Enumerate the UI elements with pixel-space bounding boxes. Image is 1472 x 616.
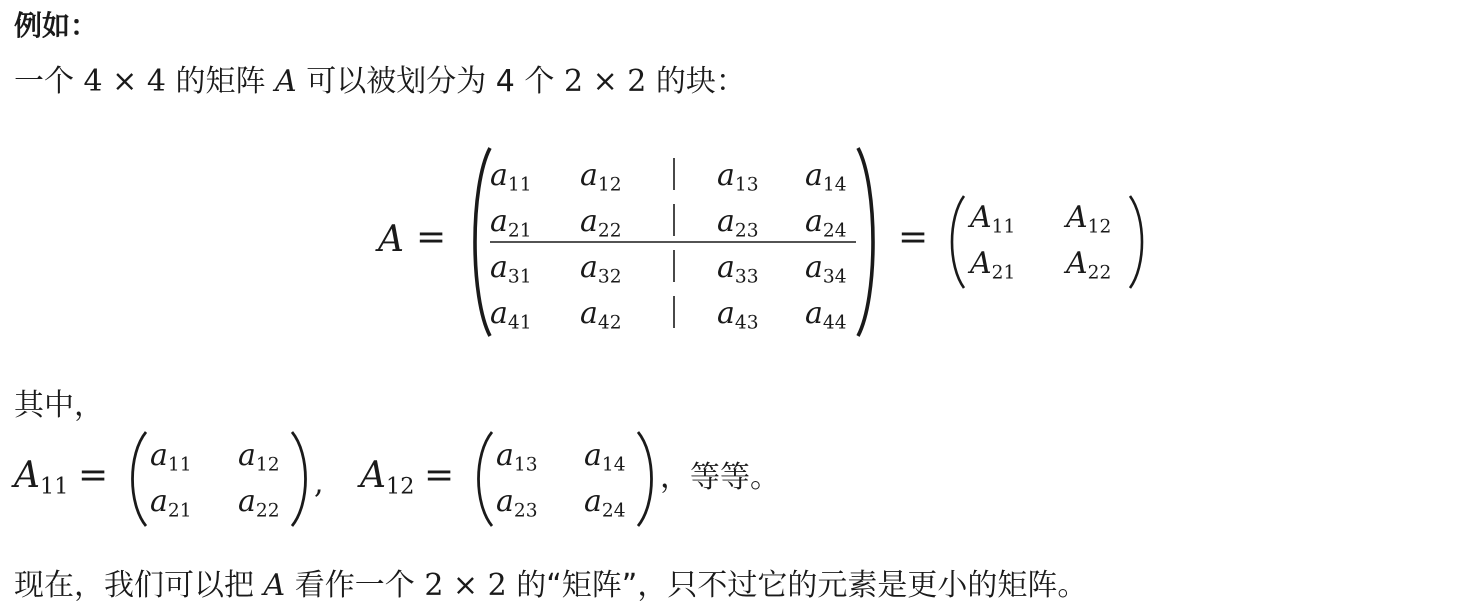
m2-a13: $a_{13}$: [496, 438, 538, 476]
m1-a22: $a_{22}$: [238, 484, 280, 522]
cell-a42: $a_{42}$: [580, 296, 622, 334]
m2-a24: $a_{24}$: [584, 484, 626, 522]
main-equals-1: =: [416, 217, 447, 258]
main-lhs: A: [378, 219, 404, 260]
cell-a33: $a_{33}$: [717, 250, 759, 288]
where-text: 其中，: [14, 388, 104, 423]
cell-a14: $a_{14}$: [805, 158, 847, 196]
m1-right-paren: [286, 430, 312, 528]
main-equals-2: =: [898, 217, 929, 258]
intro-dim-1: 4 × 4: [83, 64, 166, 99]
block-A11: $A_{11}$: [970, 200, 1016, 238]
cell-a43: $a_{43}$: [717, 296, 759, 334]
intro-var: A: [275, 64, 297, 99]
m2-right-paren: [632, 430, 658, 528]
cell-a32: $a_{32}$: [580, 250, 622, 288]
block-left-paren: [946, 194, 970, 290]
block-right-paren: [1124, 194, 1148, 290]
partition-lines: [488, 150, 860, 340]
m2-left-paren: [472, 430, 498, 528]
m2-a23: $a_{23}$: [496, 484, 538, 522]
intro-text-1: 一个: [14, 64, 74, 99]
intro-text-2: 的矩阵: [175, 64, 266, 99]
second-equals-1: =: [78, 455, 109, 496]
final-dim: 2 × 2: [424, 568, 507, 603]
m1-a11: $a_{11}$: [150, 438, 192, 476]
block-A21: $A_{21}$: [970, 246, 1016, 284]
cell-a34: $a_{34}$: [805, 250, 847, 288]
final-text-3: 的“矩阵”，只不过它的元素是更小的矩阵。: [516, 568, 1088, 603]
cell-a21: $a_{21}$: [490, 204, 532, 242]
m1-a21: $a_{21}$: [150, 484, 192, 522]
second-equals-2: =: [424, 455, 455, 496]
tail-text: ，等等。: [660, 460, 780, 495]
block-A12: $A_{12}$: [1066, 200, 1112, 238]
block-A22: $A_{22}$: [1066, 246, 1112, 284]
lhs-A12: $A_{12}$: [360, 455, 415, 500]
cell-a12: $a_{12}$: [580, 158, 622, 196]
intro-text-3: 可以被划分为 4 个: [306, 64, 555, 99]
cell-a44: $a_{44}$: [805, 296, 847, 334]
cell-a31: $a_{31}$: [490, 250, 532, 288]
m2-a14: $a_{14}$: [584, 438, 626, 476]
final-text-2: 看作一个: [294, 568, 415, 603]
cell-a23: $a_{23}$: [717, 204, 759, 242]
intro-line: [14, 62, 746, 102]
lhs-A11: $A_{11}$: [14, 455, 69, 500]
cell-a11: $a_{11}$: [490, 158, 532, 196]
cell-a13: $a_{13}$: [717, 158, 759, 196]
intro-dim-2: 2 × 2: [563, 64, 647, 99]
final-text-1: 现在，我们可以把: [14, 568, 254, 603]
comma-1: ,: [314, 466, 324, 501]
heading: 例如：: [14, 9, 99, 42]
intro-text-4: 的块：: [655, 64, 746, 99]
m1-a12: $a_{12}$: [238, 438, 280, 476]
final-var: A: [263, 568, 286, 603]
final-line: [14, 566, 1087, 606]
cell-a41: $a_{41}$: [490, 296, 532, 334]
m1-left-paren: [126, 430, 152, 528]
cell-a22: $a_{22}$: [580, 204, 622, 242]
cell-a24: $a_{24}$: [805, 204, 847, 242]
